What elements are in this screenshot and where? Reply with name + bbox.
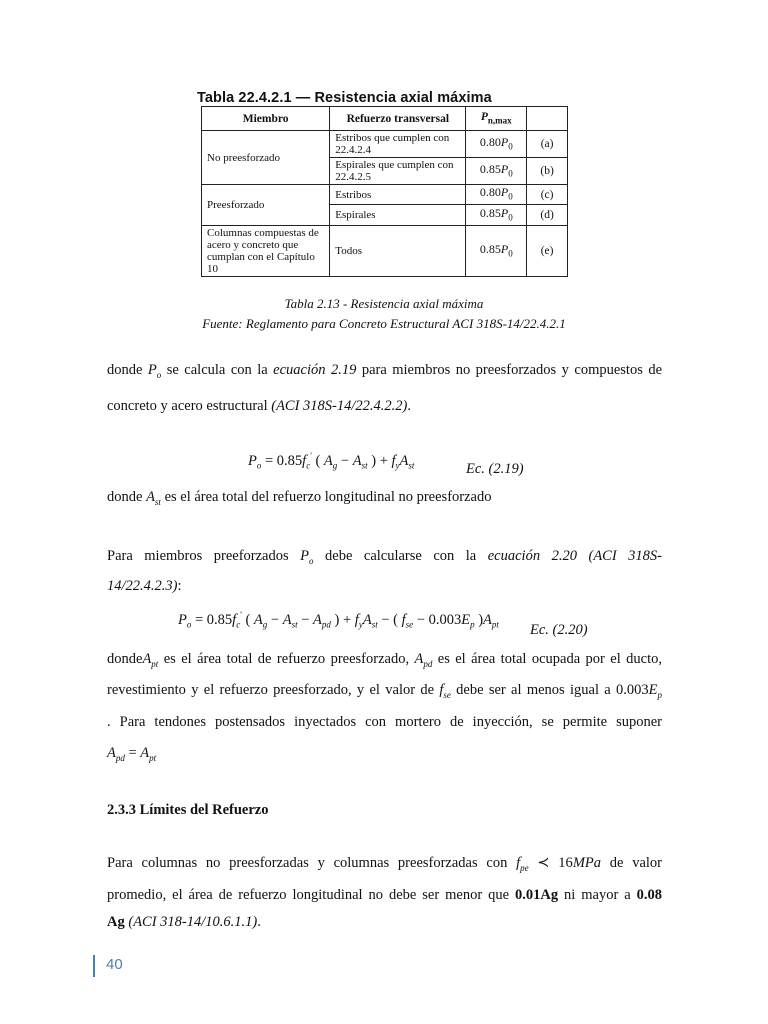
cell-tag: (e) xyxy=(527,226,568,277)
cell-value: $0.85P_0$ xyxy=(466,226,527,277)
table-row xyxy=(202,131,568,158)
header-pnmax: $P_{n,max}$ xyxy=(466,107,527,131)
table-header-row xyxy=(202,107,568,131)
table-source: Fuente: Reglamento para Concreto Estructural ACI 318S-14/22.4.2.1 xyxy=(202,316,566,331)
cell-member: Preesforzado xyxy=(202,185,330,226)
paragraph-apt-definition-line2: revestimiento y el refuerzo preesforzado, y el valor de $f_{se}$ debe ser al menos igual a $0.003E_p$ xyxy=(107,682,663,700)
cell-tag: (d) xyxy=(527,205,568,226)
header-blank xyxy=(527,107,568,131)
cell-reinforcement: Estribos xyxy=(330,185,466,205)
cell-tag: (a) xyxy=(527,131,568,158)
paragraph-prestressed-intro: Para miembros preeforzados $P_o$ debe calcularse con la ecuación 2.20 (ACI 318S- xyxy=(107,548,663,566)
cell-reinforcement: Espirales xyxy=(330,205,466,226)
cell-value: $0.80P_0$ xyxy=(466,185,527,205)
table-row xyxy=(202,226,568,277)
cell-tag: (b) xyxy=(527,158,568,185)
section-heading: 2.3.3 Límites del Refuerzo xyxy=(107,802,269,818)
cell-value: $0.85P_0$ xyxy=(466,158,527,185)
axial-strength-table xyxy=(201,106,568,277)
cell-reinforcement: Espirales que cumplen con 22.4.2.5 xyxy=(330,158,466,185)
paragraph-reinforcement-limits: Para columnas no preesforzadas y columnas preesforzadas con $f_{pe}$ ≺ 16MPa de valor xyxy=(107,855,663,873)
cell-member: Columnas compuestas de acero y concreto que cumplan con el Capítulo 10 xyxy=(202,226,330,277)
paragraph-po-definition: donde $P_o$ se calcula con la ecuación 2.19 para miembros no preesforzados y compuestos de concreto y acero estructural (ACI 318S-14/22.4.2.2). xyxy=(107,362,663,414)
paragraph-reinforcement-limits-line3: Ag (ACI 318-14/10.6.1.1). xyxy=(107,914,261,930)
paragraph-prestressed-intro-cont: 14/22.4.2.3): xyxy=(107,578,182,594)
page-number-bar xyxy=(93,955,95,977)
equation-2-19: $P_o = 0.85f_c'$ ( $A_g - A_{st}$ ) + $f_yA_{st}$ xyxy=(248,451,415,471)
page-number: 40 xyxy=(106,956,123,973)
cell-value: $0.80P_0$ xyxy=(466,131,527,158)
cell-reinforcement: Todos xyxy=(330,226,466,277)
header-member: Miembro xyxy=(202,107,330,131)
equation-label-2-19: Ec. (2.19) xyxy=(466,461,524,477)
cell-member: No preesforzado xyxy=(202,131,330,185)
equation-label-2-20: Ec. (2.20) xyxy=(530,622,588,638)
paragraph-ast-definition: donde $A_{st}$ es el área total del refuerzo longitudinal no preesforzado xyxy=(107,489,492,507)
header-reinforcement: Refuerzo transversal xyxy=(330,107,466,131)
cell-reinforcement: Estribos que cumplen con 22.4.2.4 xyxy=(330,131,466,158)
table-row xyxy=(202,185,568,205)
cell-value: $0.85P_0$ xyxy=(466,205,527,226)
cell-tag: (c) xyxy=(527,185,568,205)
table-title: Tabla 22.4.2.1 — Resistencia axial máxima xyxy=(197,90,492,106)
paragraph-apt-definition: dondeA$_{pt}$ es el área total de refuerzo preesforzado, $A_{pd}$ es el área total ocupada por el ducto, xyxy=(107,651,662,669)
paragraph-reinforcement-limits-line2: promedio, el área de refuerzo longitudinal no debe ser menor que 0.01Ag ni mayor a 0.08 xyxy=(107,887,662,903)
paragraph-apt-definition-line3: . Para tendones postensados inyectados con mortero de inyección, se permite suponer xyxy=(107,714,662,730)
equation-2-20: $P_o = 0.85f_c'$ ( $A_g - A_{st} - A_{pd}$ ) + $f_yA_{st}$ − ( $f_{se} - 0.003E_p$ )$A_{pt}$ xyxy=(178,610,499,630)
table-caption: Tabla 2.13 - Resistencia axial máxima xyxy=(284,296,484,311)
equation-apd-equals-apt: $A_{pd} = A_{pt}$ xyxy=(107,745,157,763)
